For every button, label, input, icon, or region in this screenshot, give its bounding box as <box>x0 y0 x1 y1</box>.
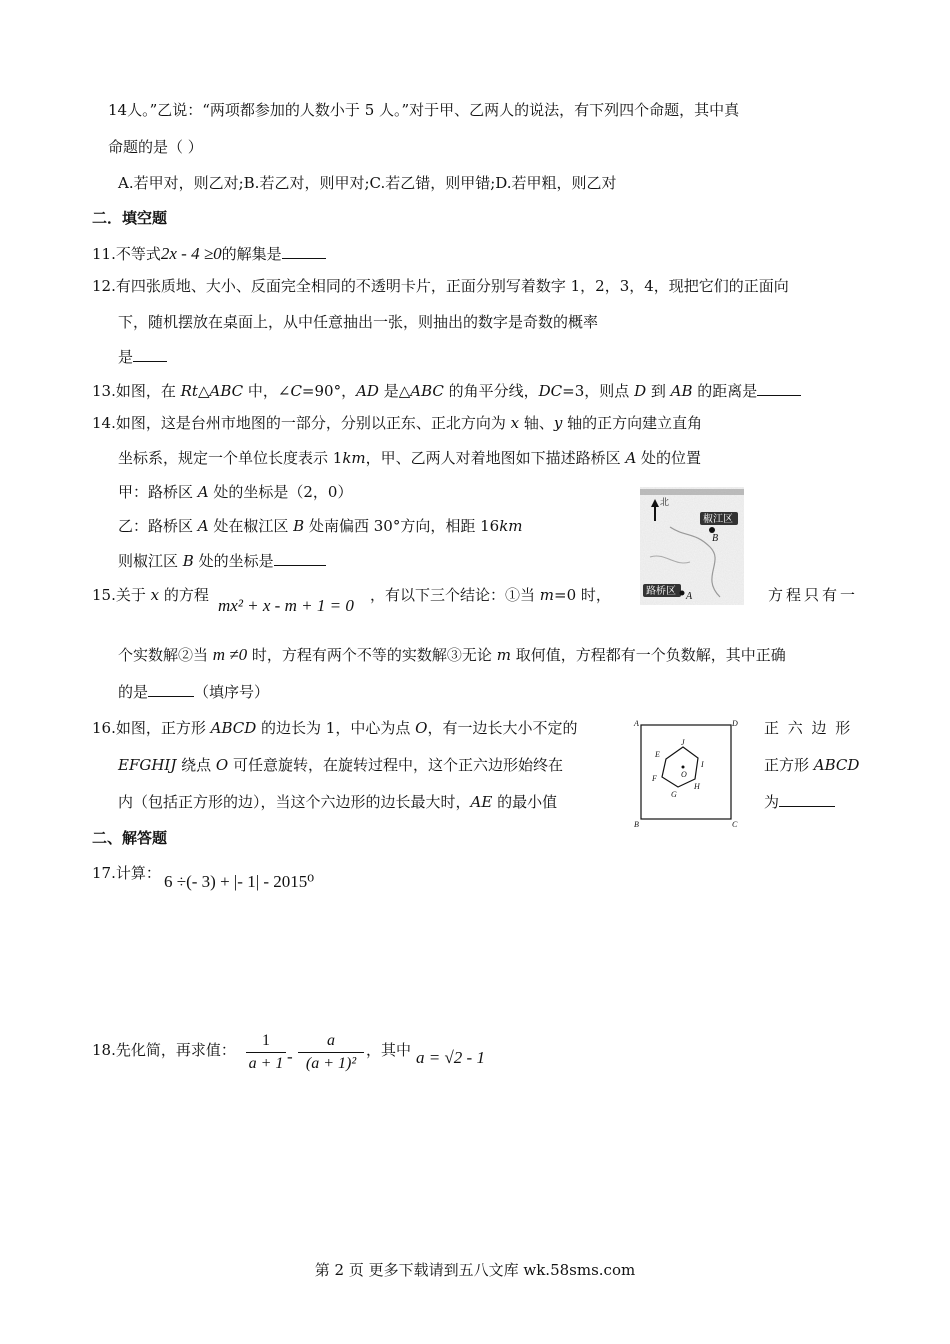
q14-line2: 坐标系，规定一个单位长度表示 1km，甲、乙两人对着地图如下描述路桥区 A 处的位置 <box>118 449 702 467</box>
q10-line2: 命题的是（ ） <box>108 138 203 156</box>
q17-expression: 6 ÷(- 3) + |- 1| - 2015⁰ <box>164 872 315 891</box>
map-label-luqiao: 路桥区 <box>646 586 676 597</box>
q15-line2: 个实数解②当 m ≠0 时，方程有两个不等的实数解③无论 m 取何值，方程都有一个负数解，其中正确 <box>118 645 786 664</box>
q17-label: 17.计算： <box>92 864 161 882</box>
svg-text:B: B <box>712 533 719 544</box>
svg-text:F: F <box>652 774 657 783</box>
svg-text:B: B <box>634 820 639 829</box>
q10-options: A.若甲对，则乙对;B.若乙对，则甲对;C.若乙错，则甲错;D.若甲粗，则乙对 <box>118 174 617 192</box>
q12-line3 <box>118 347 167 367</box>
q13-answer-blank[interactable] <box>757 381 801 396</box>
q16-line1: 16.如图，正方形 ABCD 的边长为 1，中心为点 O，有一边长大小不定的 <box>92 719 578 737</box>
q11-expr: 2x - 4 ≥0 <box>160 244 222 263</box>
svg-text:D: D <box>732 719 738 728</box>
svg-text:O: O <box>681 770 687 779</box>
q14-answer-blank[interactable] <box>274 551 326 566</box>
svg-text:I: I <box>701 760 704 769</box>
q18-fraction2: $\frac{a}{\text{(a + 1)²}}$ <box>298 1032 364 1073</box>
q16-line2: EFGHIJ 绕点 O 可任意旋转，在旋转过程中，这个正六边形始终在 <box>118 756 563 774</box>
svg-text:E: E <box>655 750 660 759</box>
q15-line1-right: 方程只有一 <box>768 586 859 604</box>
q12-line1: 12.有四张质地、大小、反面完全相同的不透明卡片，正面分别写着数字 1，2，3，4，现把它们的正面向 <box>92 277 789 295</box>
q16-right1: 正 六 边 形 <box>764 719 851 737</box>
q15-line1-mid: ，有以下三个结论：①当 m=0 时， <box>370 586 611 604</box>
map-label-jiaojiang: 椒江区 <box>703 514 733 525</box>
q14-line4: 乙：路桥区 A 处在椒江区 B 处南偏西 30°方向，相距 16km <box>118 517 523 535</box>
q15-answer-blank[interactable] <box>148 682 194 697</box>
q11 <box>92 244 326 264</box>
taizhou-map-figure <box>640 487 744 605</box>
svg-text:J: J <box>681 738 685 747</box>
section-fill-in-heading: 二．填空题 <box>92 209 168 227</box>
q14-line5: 则椒江区 B 处的坐标是 <box>118 551 326 571</box>
square-hexagon-figure <box>628 717 744 829</box>
q13: 13.如图，在 Rt△ABC 中，∠C=90°，AD 是△ABC 的角平分线，DC=3，则点 D 到 AB 的距离是 <box>92 381 801 401</box>
svg-text:A: A <box>686 591 693 602</box>
svg-text:C: C <box>732 820 738 829</box>
svg-text:北: 北 <box>660 498 670 508</box>
q15-line3: 的是 （填序号） <box>118 683 270 701</box>
svg-text:A: A <box>634 719 639 728</box>
q16-line3: 内（包括正方形的边），当这个六边形的边长最大时，AE 的最小值 <box>118 793 558 811</box>
q12-line3-text: 是 <box>118 348 134 366</box>
q14-line1: 14.如图，这是台州市地图的一部分，分别以正东、正北方向为 x 轴、y 轴的正方向建立直角 <box>92 414 703 432</box>
q10-line1: 14人。”乙说：“两项都参加的人数小于 5 人。”对于甲、乙两人的说法，有下列四个命题，其中真 <box>108 101 740 119</box>
section-answer-heading: 二、解答题 <box>92 829 168 847</box>
q11-prefix: 11.不等式 <box>92 245 161 263</box>
q18-where: ，其中 <box>366 1041 412 1059</box>
square-hexagon-svg <box>628 717 744 829</box>
q14-line3: 甲：路桥区 A 处的坐标是（2，0） <box>118 483 353 501</box>
q18-fraction1: $\frac{1}{a + 1}$ <box>246 1032 286 1073</box>
q12-answer-blank[interactable] <box>133 347 167 362</box>
map-point-a <box>680 591 685 596</box>
q15-line1-left: 15.关于 x 的方程 <box>92 586 209 604</box>
q11-answer-blank[interactable] <box>282 244 326 259</box>
q16-right3: 为 <box>764 792 835 812</box>
q11-suffix: 的解集是 <box>221 245 282 263</box>
q16-answer-blank[interactable] <box>779 792 835 807</box>
q18-label: 18.先化简，再求值： <box>92 1041 236 1059</box>
q18-minus: - <box>287 1047 293 1066</box>
svg-text:G: G <box>671 790 677 799</box>
svg-text:H: H <box>694 782 700 791</box>
q16-right2: 正方形 ABCD <box>764 756 860 774</box>
page-footer: 第 2 页 更多下载请到五八文库 wk.58sms.com <box>314 1261 636 1279</box>
hexagon-efghij <box>662 747 698 787</box>
q18-condition: a = √2 - 1 <box>416 1048 485 1067</box>
map-svg <box>640 487 744 605</box>
q12-line2: 下，随机摆放在桌面上，从中任意抽出一张，则抽出的数字是奇数的概率 <box>118 313 599 331</box>
q15-equation: mx² + x - m + 1 = 0 <box>218 596 354 615</box>
